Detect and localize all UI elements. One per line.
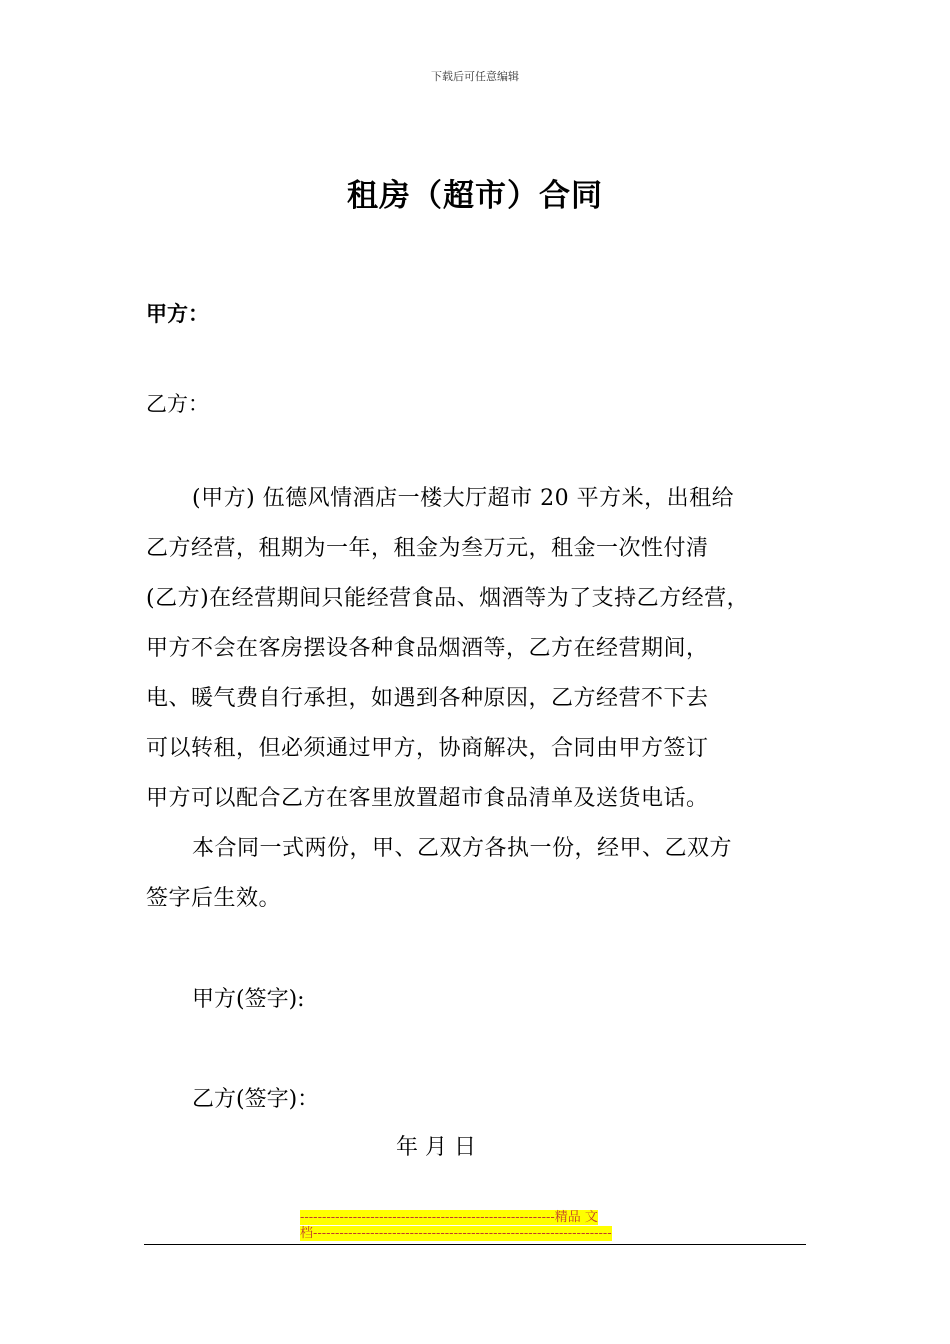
party-b-label: 乙方：	[146, 392, 209, 416]
header-note: 下载后可任意编辑	[431, 70, 519, 83]
party-a-signature: 甲方(签字):	[192, 987, 305, 1012]
body-line: (乙方)在经营期间只能经营食品、烟酒等为了支持乙方经营，	[146, 586, 750, 611]
party-b-signature: 乙方(签字)：	[192, 1087, 320, 1112]
contract-body	[146, 480, 816, 930]
document-title: 租房（超市）合同	[347, 178, 603, 214]
body-line: (甲方) 伍德风情酒店一楼大厅超市 20 平方米，出租给	[192, 486, 735, 511]
body-line: 签字后生效。	[146, 886, 282, 911]
body-line: 甲方不会在客房摆设各种食品烟酒等，乙方在经营期间，	[146, 636, 709, 661]
body-line: 乙方经营，租期为一年，租金为叁万元，租金一次性付清	[146, 536, 709, 561]
party-a-label: 甲方：	[146, 301, 209, 326]
date-line: 年 月 日	[396, 1135, 476, 1160]
footer-line-2: 档--------------------------------------------------------------------	[300, 1226, 612, 1241]
body-line: 本合同一式两份，甲、乙双方各执一份，经甲、乙双方	[192, 836, 733, 861]
footer-watermark	[300, 1210, 660, 1242]
body-line: 可以转租，但必须通过甲方，协商解决，合同由甲方签订	[146, 736, 709, 761]
body-line: 甲方可以配合乙方在客里放置超市食品清单及送货电话。	[146, 786, 709, 811]
footer-line-1: ----------------------------------------------------------精品 文	[300, 1210, 598, 1225]
body-line: 电、暖气费自行承担，如遇到各种原因，乙方经营不下去	[146, 686, 709, 711]
footer-divider	[144, 1244, 806, 1245]
